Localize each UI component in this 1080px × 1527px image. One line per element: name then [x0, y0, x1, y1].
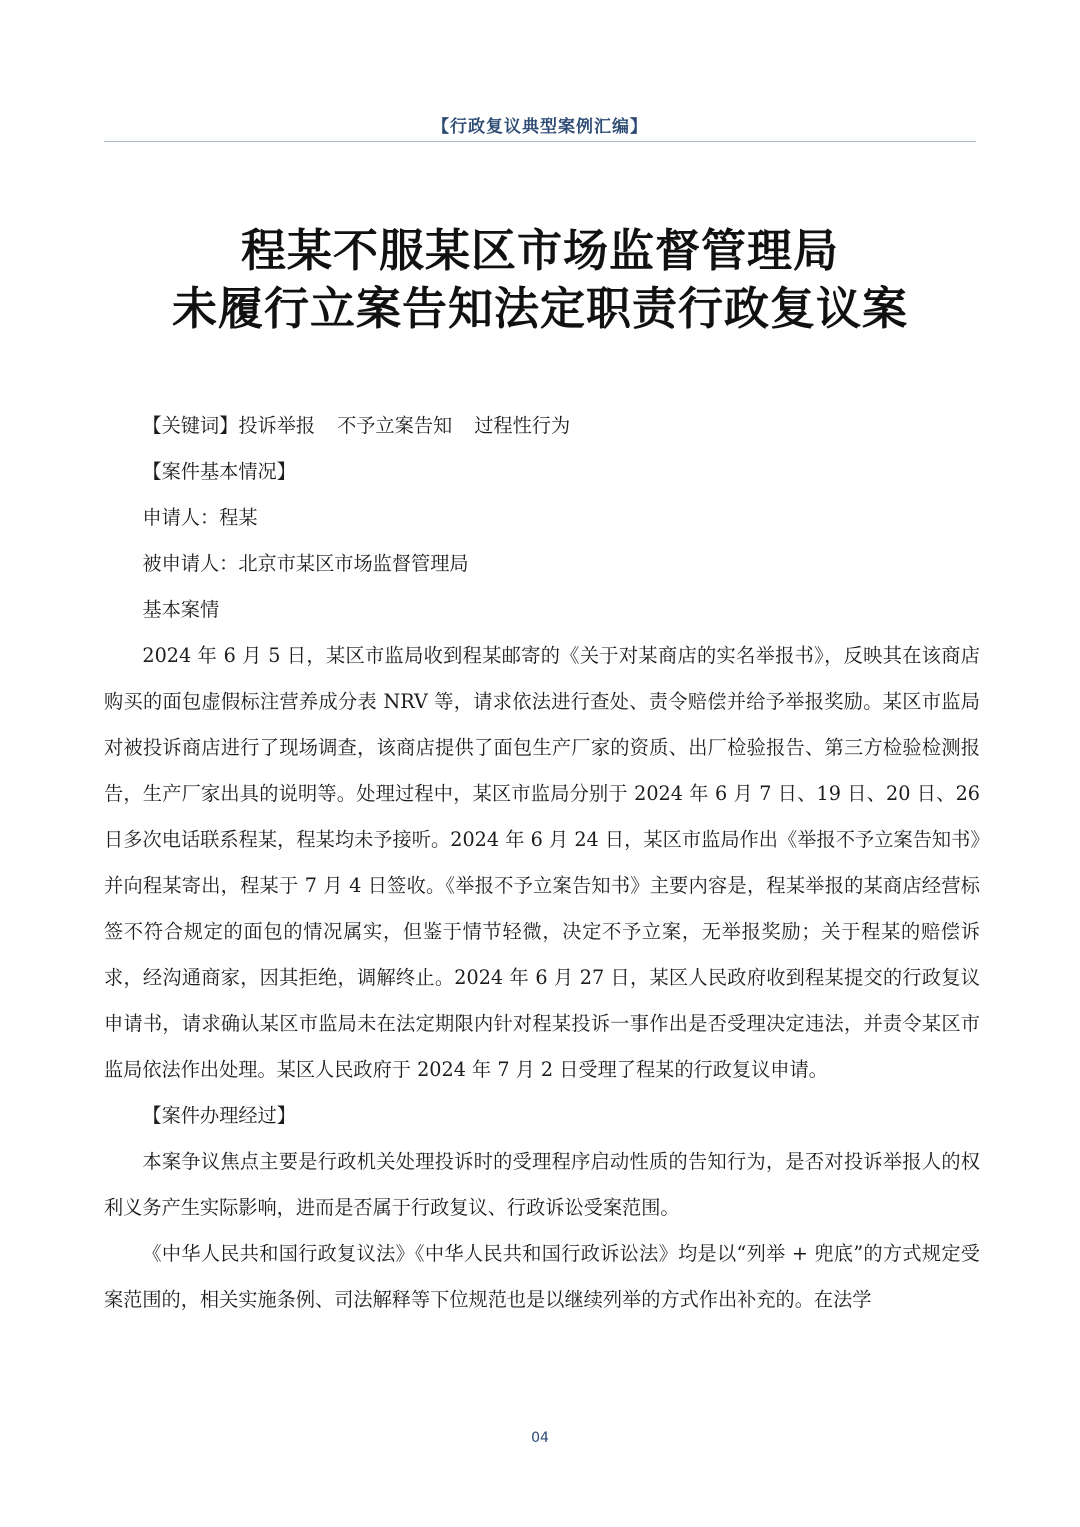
keyword-item: 投诉举报	[238, 414, 316, 437]
keywords-label: 【关键词】	[142, 414, 239, 437]
basic-facts-heading: 基本案情	[142, 598, 220, 621]
facts-paragraph: 2024 年 6 月 5 日，某区市监局收到程某邮寄的《关于对某商店的实名举报书》，反映其在该商店购买的面包虚假标注营养成分表 NRV 等，请求依法进行查处、责令赔偿并给予举报奖励。某区市监局对被投诉商店进行了现场调查，该商店提供了面包生产厂家的资质、出厂检验报告、第三方检验检测报告，生产厂家出具的说明等。处理过程中，某区市监局分别于 2024 年 6 月 7 日、19 日、20 日、26 日多次电话联系程某，程某均未予接听。2024 年 6 月 24 日，某区市监局作出《举报不予立案告知书》并向程某寄出，程某于 7 月 4 日签收。《举报不予立案告知书》主要内容是，程某举报的某商店经营标签不符合规定的面包的情况属实，但鉴于情节轻微，决定不予立案，无举报奖励；关于程某的赔偿诉求，经沟通商家，因其拒绝，调解终止。2024 年 6 月 27 日，某区人民政府收到程某提交的行政复议申请书，请求确认某区市监局未在法定期限内针对程某投诉一事作出是否受理决定违法，并责令某区市监局依法作出处理。某区人民政府于 2024 年 7 月 2 日受理了程某的行政复议申请。	[104, 644, 980, 1081]
running-header: 【行政复议典型案例汇编】	[432, 117, 648, 137]
keyword-item: 过程性行为	[474, 414, 571, 437]
header-divider	[104, 141, 976, 142]
process-paragraph: 《中华人民共和国行政复议法》《中华人民共和国行政诉讼法》均是以“列举 + 兜底”的方式规定受案范围的，相关实施条例、司法解释等下位规范也是以继续列举的方式作出补充的。在法学	[104, 1242, 980, 1311]
keyword-item: 不予立案告知	[337, 414, 453, 437]
page-number: 04	[531, 1430, 549, 1446]
applicant-line: 申请人：程某	[142, 506, 258, 529]
section-heading-process: 【案件办理经过】	[142, 1104, 296, 1127]
document-title	[60, 222, 1020, 338]
respondent-line: 被申请人：北京市某区市场监督管理局	[142, 552, 469, 575]
process-paragraph: 本案争议焦点主要是行政机关处理投诉时的受理程序启动性质的告知行为，是否对投诉举报人的权利义务产生实际影响，进而是否属于行政复议、行政诉讼受案范围。	[104, 1150, 980, 1219]
document-body	[104, 403, 980, 1323]
keywords-line	[104, 403, 980, 449]
section-heading-basic: 【案件基本情况】	[142, 460, 296, 483]
title-line-1: 程某不服某区市场监督管理局	[240, 224, 839, 277]
title-line-2: 未履行立案告知法定职责行政复议案	[171, 282, 908, 335]
